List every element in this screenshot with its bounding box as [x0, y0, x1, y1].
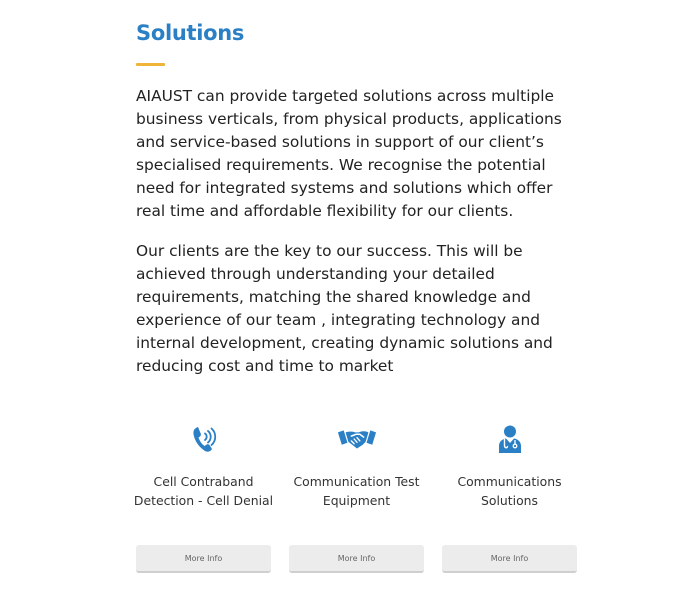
more-info-button[interactable]: More Info — [289, 545, 424, 573]
solution-cards — [133, 420, 577, 580]
more-info-button[interactable]: More Info — [442, 545, 577, 573]
section-title: Solutions — [136, 21, 245, 45]
clients-paragraph: Our clients are the key to our success. This will be achieved through understanding your detailed requirements, matching the shared knowledge and experience of our team , integrating technology and internal development, creating dynamic solutions and reducing cost and time to market — [136, 242, 553, 375]
card-title: Communication Test Equipment — [293, 474, 420, 508]
phone-signal-icon — [184, 424, 224, 454]
card-title: Communications Solutions — [457, 474, 562, 508]
handshake-icon — [337, 424, 377, 454]
solution-card-cell-contraband — [133, 420, 274, 576]
card-title: Cell Contraband Detection - Cell Denial — [133, 474, 274, 508]
solution-card-test-equipment — [289, 420, 424, 576]
title-underline — [136, 63, 165, 66]
more-info-button[interactable]: More Info — [136, 545, 271, 573]
doctor-icon — [490, 424, 530, 454]
intro-paragraph: AIAUST can provide targeted solutions across multiple business verticals, from physical products, applications and service-based solutions in support of our client’s specialised requirements. We recognise the potential need for integrated systems and solutions which offer real time and affordable flexibility for our clients. — [136, 87, 562, 220]
solution-card-communications — [442, 420, 577, 576]
